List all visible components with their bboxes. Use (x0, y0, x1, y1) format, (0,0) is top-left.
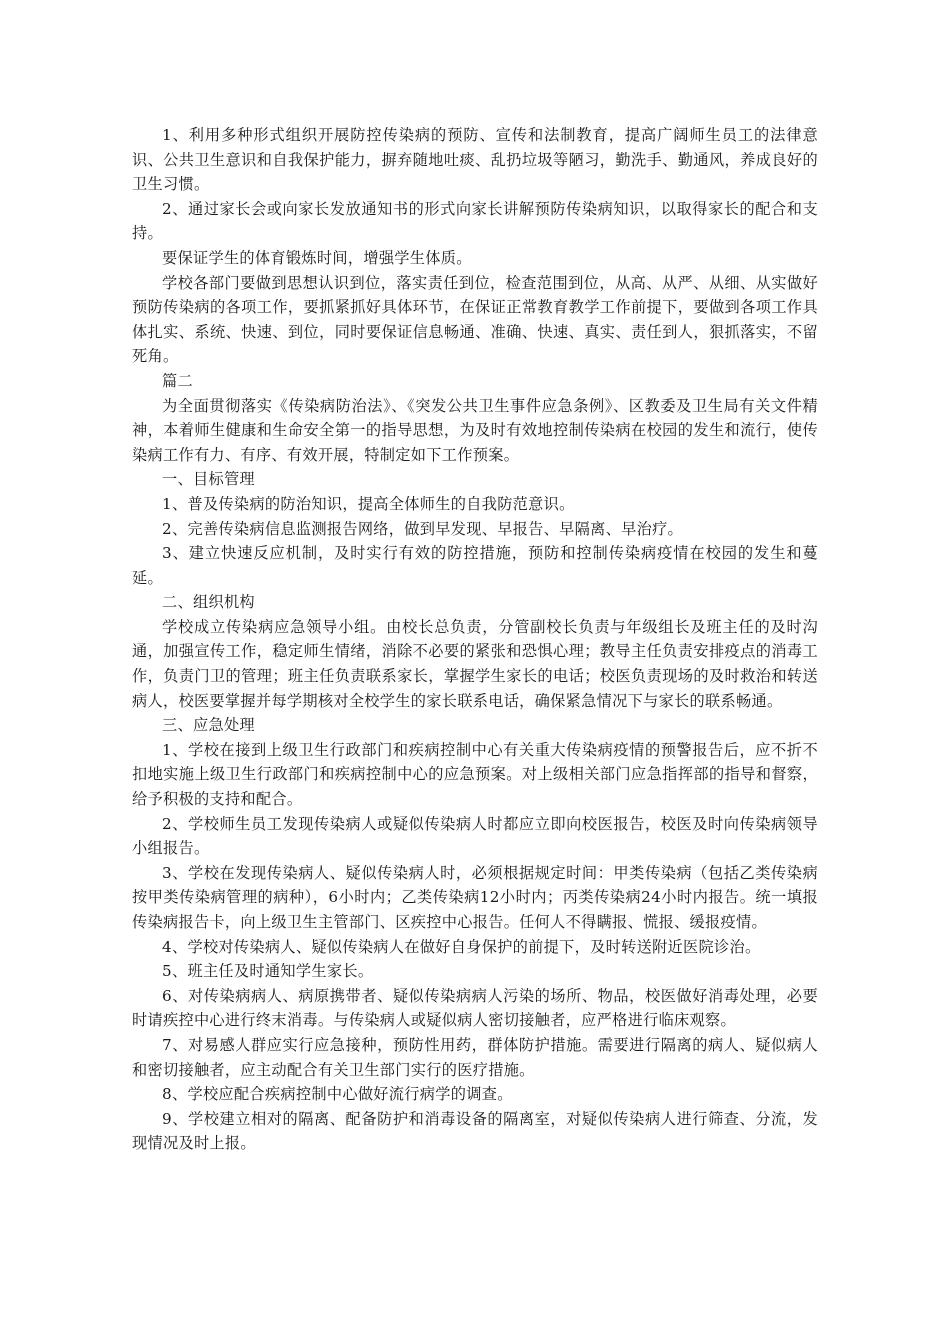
paragraph: 7、对易感人群应实行应急接种，预防性用药，群体防护措施。需要进行隔离的病人、疑似病人和密切接触者，应主动配合有关卫生部门实行的医疗措施。 (132, 1035, 818, 1079)
paragraph: 学校各部门要做到思想认识到位，落实责任到位，检查范围到位，从高、从严、从细、从实做好预防传染病的各项工作，要抓紧抓好具体环节，在保证正常教育教学工作前提下，要做到各项工作具体扎实、系统、快速、到位，同时要保证信息畅通、准确、快速、真实、责任到人，狠抓落实，不留死角。 (132, 273, 818, 366)
paragraph: 9、学校建立相对的隔离、配备防护和消毒设备的隔离室，对疑似传染病人进行筛查、分流，发现情况及时上报。 (132, 1109, 818, 1153)
section-heading: 二、组织机构 (162, 593, 255, 612)
paragraph: 要保证学生的体育锻炼时间，增强学生体质。 (162, 248, 472, 267)
paragraph: 4、学校对传染病人、疑似传染病人在做好自身保护的前提下，及时转送附近医院诊治。 (162, 937, 761, 956)
paragraph: 2、通过家长会或向家长发放通知书的形式向家长讲解预防传染病知识，以取得家长的配合和支持。 (132, 199, 818, 243)
paragraph: 学校成立传染病应急领导小组。由校长总负责，分管副校长负责与年级组长及班主任的及时沟通，加强宣传工作，稳定师生情绪，消除不必要的紧张和恐惧心理；教导主任负责安排疫点的消毒工作，负责门卫的管理；班主任负责联系家长，掌握学生家长的电话；校医负责现场的及时救治和转送病人，校医要掌握并每学期核对全校学生的家长联系电话，确保紧急情况下与家长的联系畅通。 (132, 617, 818, 710)
document-body (132, 123, 818, 1156)
paragraph: 3、学校在发现传染病人、疑似传染病人时，必须根据规定时间：甲类传染病（包括乙类传染病按甲类传染病管理的病种），6小时内；乙类传染病12小时内；丙类传染病24小时内报告。统一填报传染病报告卡，向上级卫生主管部门、区疾控中心报告。任何人不得瞒报、慌报、缓报疫情。 (132, 863, 818, 931)
paragraph: 8、学校应配合疾病控制中心做好流行病学的调查。 (162, 1085, 513, 1104)
paragraph: 1、学校在接到上级卫生行政部门和疾病控制中心有关重大传染病疫情的预警报告后，应不折不扣地实施上级卫生行政部门和疾病控制中心的应急预案。对上级相关部门应急指挥部的指导和督察，给予积极的支持和配合。 (132, 740, 818, 809)
paragraph: 5、班主任及时通知学生家长。 (162, 962, 374, 981)
section-heading: 一、目标管理 (162, 470, 255, 489)
section-heading: 篇二 (162, 371, 193, 390)
paragraph: 2、学校师生员工发现传染病人或疑似传染病人时都应立即向校医报告，校医及时向传染病领导小组报告。 (132, 814, 818, 858)
paragraph: 1、普及传染病的防治知识，提高全体师生的自我防范意识。 (162, 494, 575, 513)
section-heading: 三、应急处理 (162, 716, 255, 735)
paragraph: 1、利用多种形式组织开展防控传染病的预防、宣传和法制教育，提高广阔师生员工的法律意识、公共卫生意识和自我保护能力，摒弃随地吐痰、乱扔垃圾等陋习，勤洗手、勤通风，养成良好的卫生习惯。 (132, 126, 818, 194)
paragraph: 2、完善传染病信息监测报告网络，做到早发现、早报告、早隔离、早治疗。 (162, 519, 684, 538)
paragraph: 3、建立快速反应机制，及时实行有效的防控措施，预防和控制传染病疫情在校园的发生和蔓延。 (132, 544, 818, 587)
paragraph: 为全面贯彻落实《传染病防治法》、《突发公共卫生事件应急条例》、区教委及卫生局有关文件精神，本着师生健康和生命安全第一的指导思想，为及时有效地控制传染病在校园的发生和流行，使传染病工作有力、有序、有效开展，特制定如下工作预案。 (132, 396, 818, 464)
paragraph: 6、对传染病病人、病原携带者、疑似传染病病人污染的场所、物品，校医做好消毒处理，必要时请疾控中心进行终末消毒。与传染病人或疑似病人密切接触者，应严格进行临床观察。 (132, 986, 818, 1030)
